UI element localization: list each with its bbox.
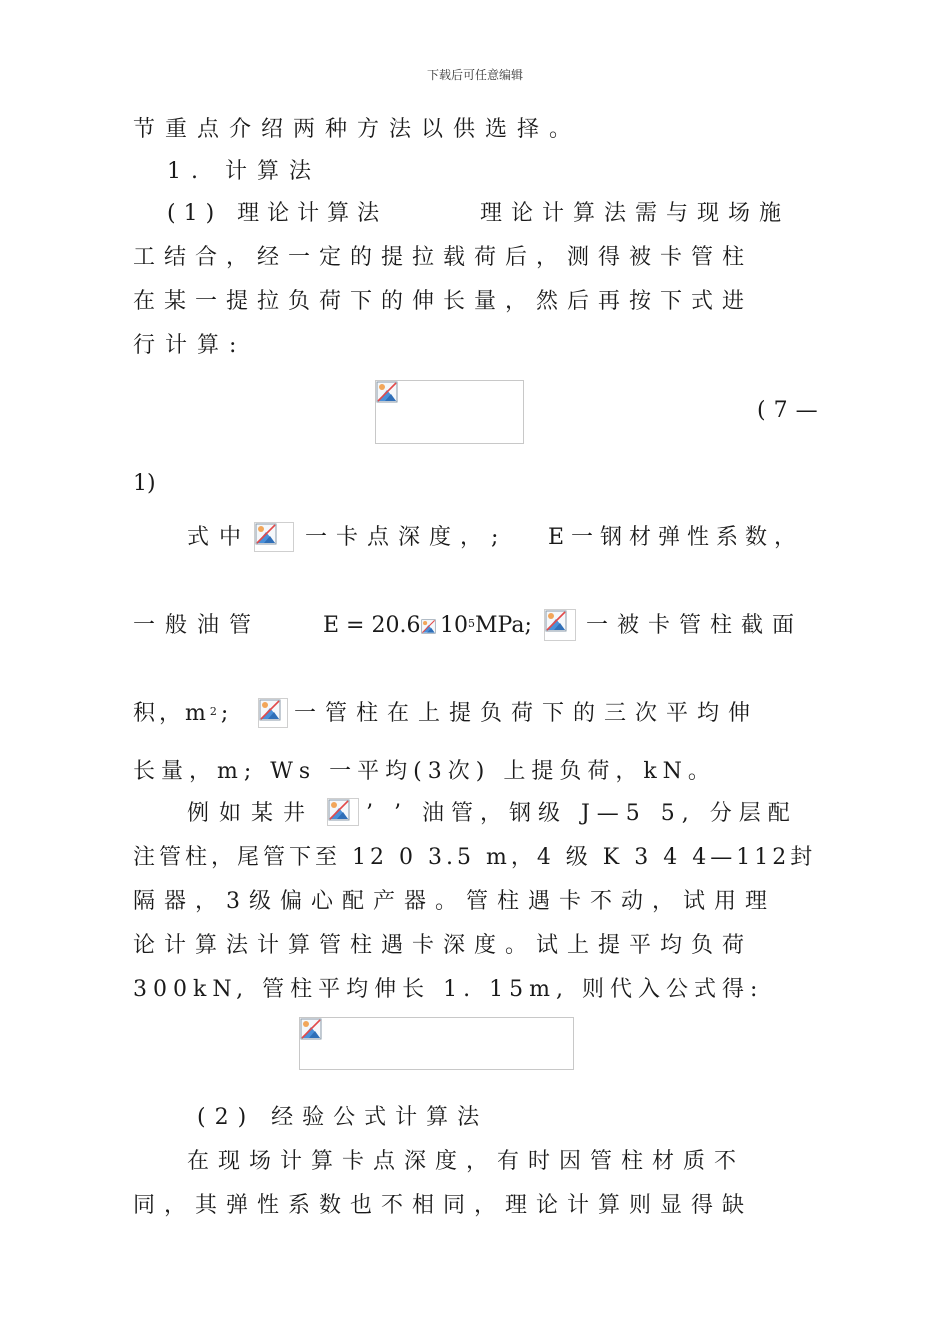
formula-image-7-1 xyxy=(375,380,524,444)
broken-image-icon xyxy=(259,699,281,721)
exponent-base: 10 xyxy=(440,613,468,638)
symbol-image-tubing-size xyxy=(327,798,359,826)
broken-image-icon xyxy=(545,610,567,632)
equation-number-b: 1) xyxy=(133,471,156,496)
text-line-11a: 例如某井 xyxy=(187,801,316,826)
section-heading-calc: 1. 计算法 xyxy=(167,159,321,184)
text-line-6: 行计算: xyxy=(133,333,247,358)
text-line-15: 300kN, 管柱平均伸长 1. 15m, 则代入公式得: xyxy=(133,977,764,1002)
text-line-3b: 理论计算法需与现场施 xyxy=(480,201,791,226)
text-line-8e: 一被卡管柱截面 xyxy=(586,613,804,638)
symbol-image-elongation xyxy=(258,698,288,728)
text-line-12: 注管柱，尾管下至 12 0 3.5 m，4 级 K 3 4 4—112封 xyxy=(133,845,817,870)
semicolon: ; xyxy=(220,701,233,726)
exponent-value: 5 xyxy=(468,617,475,630)
subsection-heading-theory: (1) 理论计算法 xyxy=(167,201,388,226)
subsection-heading-empirical: (2) 经验公式计算法 xyxy=(197,1105,489,1130)
broken-image-icon xyxy=(300,1018,322,1040)
text-line-1: 节重点介绍两种方法以供选择。 xyxy=(133,117,582,142)
page-header-note: 下载后可任意编辑 xyxy=(426,68,523,82)
broken-image-icon xyxy=(328,799,350,821)
symbol-image-area xyxy=(544,609,576,641)
text-line-18: 同，其弹性系数也不相同，理论计算则显得缺 xyxy=(133,1193,754,1218)
text-line-7c: E一钢材弹性系数， xyxy=(548,525,804,550)
text-line-7a: 式中 xyxy=(187,525,252,550)
text-line-13: 隔器，3级偏心配产器。管柱遇卡不动，试用理 xyxy=(133,889,776,914)
broken-image-icon xyxy=(255,523,277,545)
formula-image-result xyxy=(299,1017,574,1070)
symbol-image-depth xyxy=(254,522,294,552)
broken-image-icon xyxy=(421,619,436,634)
text-line-4: 工结合，经一定的提拉载荷后，测得被卡管柱 xyxy=(133,245,754,270)
text-line-7b: 一卡点深度，; xyxy=(305,525,508,550)
text-line-17: 在现场计算卡点深度，有时因管柱材质不 xyxy=(187,1149,746,1174)
text-line-11b: ’ ’ 油管，钢级 J—5 5, 分层配 xyxy=(366,801,797,826)
text-line-8c xyxy=(440,612,532,640)
text-line-10: 长量，m; Ws 一平均(3次) 上提负荷，kN。 xyxy=(133,759,716,784)
unit-area-text: 积，m xyxy=(133,701,210,726)
text-line-14: 论计算法计算管柱遇卡深度。试上提平均负荷 xyxy=(133,933,754,958)
unit-mpa: MPa; xyxy=(475,613,532,638)
text-line-5: 在某一提拉负荷下的伸长量，然后再按下式进 xyxy=(133,289,754,314)
broken-image-icon xyxy=(376,381,398,403)
equation-number-a: (7— xyxy=(757,398,826,423)
unit-area-exponent: 2 xyxy=(209,705,221,718)
text-line-9c: 一管柱在上提负荷下的三次平均伸 xyxy=(294,701,760,726)
text-line-8a: 一般油管 xyxy=(133,613,262,638)
text-line-9a xyxy=(133,700,232,728)
text-line-8b: E = 20.6 xyxy=(323,613,421,638)
